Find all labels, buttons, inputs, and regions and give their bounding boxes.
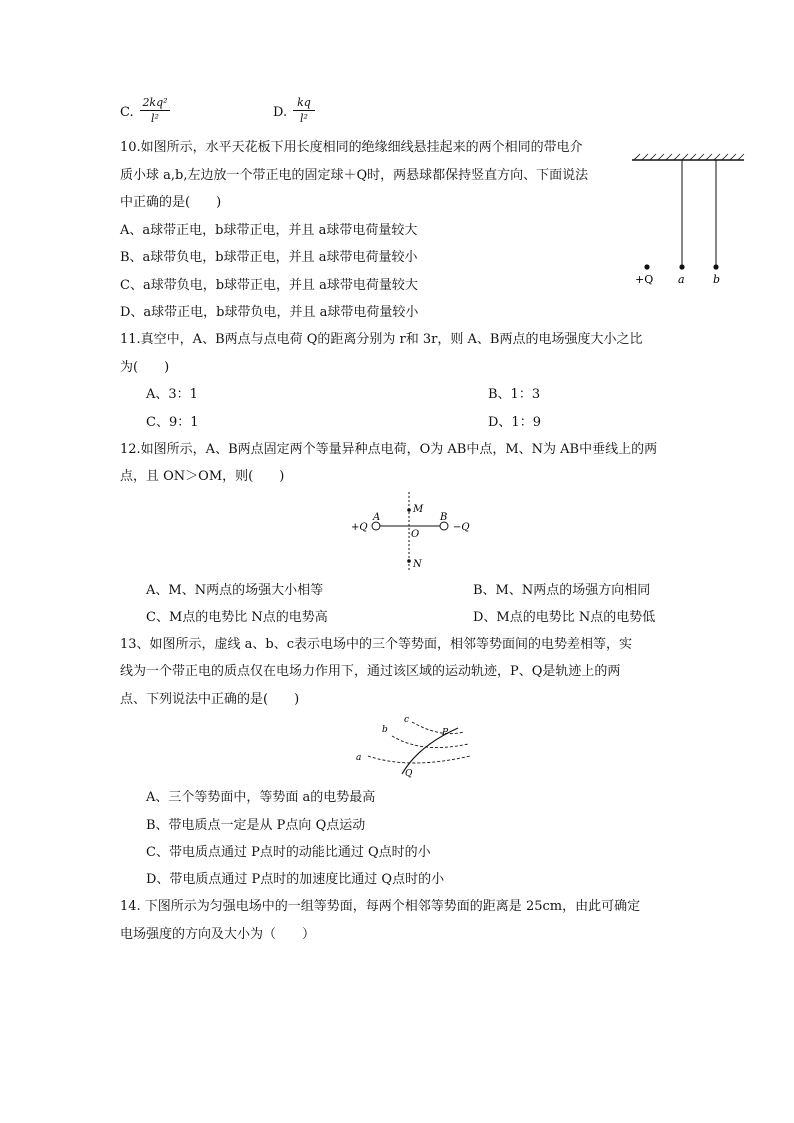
label-a: a [356,753,362,763]
q10-stem-line-2: 质小球 a,b,左边放一个带正电的固定球＋Q时，两悬球都保持竖直方向、下面说法 [120,168,589,183]
q9-option-d-label: D. [273,105,288,120]
q11-option-c: C、9：1 [146,415,199,430]
q12-option-d: D、M点的电势比 N点的电势低 [473,610,656,625]
q9-option-c-denominator: l² [151,112,159,125]
q13-figure [350,710,475,782]
q12-stem-line-2: 点，且 ON＞OM，则( ) [120,469,285,484]
q10-stem-line-1: 10.如图所示，水平天花板下用长度相同的绝缘细线悬挂起来的两个相同的带电介 [120,140,583,155]
ball-b-label: b [713,273,721,286]
ball-b [713,264,718,269]
minus-q-label: −Q [453,522,470,533]
ceiling [632,154,744,160]
q13-option-a: A、三个等势面中，等势面 a的电势最高 [146,790,376,805]
q13-option-d: D、带电质点通过 P点时的加速度比通过 Q点时的小 [146,872,445,887]
q11-option-b: B、1：3 [488,387,541,402]
q9-option-d-fraction [293,96,315,125]
charge-q-dot [644,264,649,269]
point-m [407,508,411,512]
equipotential-b [392,736,468,748]
q9-option-d-numerator: kq [297,96,311,109]
q10-option-c: C、a球带负电，b球带正电，并且 a球带电荷量较大 [120,278,418,293]
plus-q-label: +Q [351,522,368,533]
q11-stem-line-2: 为( ) [120,360,170,375]
equipotential-c [412,722,464,734]
q10-option-d: D、a球带正电，b球带负电，并且 a球带电荷量较小 [120,305,419,320]
q9-option-c-label: C. [120,105,134,120]
q11-option-a: A、3：1 [146,387,198,402]
trajectory [402,728,458,774]
point-n-label: N [413,559,422,570]
point-o-label: O [411,529,420,540]
q12-stem-line-1: 12.如图所示，A、B两点固定两个等量异种点电荷，O为 AB中点，M、N为 AB中垂线上的两 [120,442,658,457]
ball-a-label: a [678,273,685,286]
q13-stem-line-1: 13、如图所示，虚线 a、b、c表示电场中的三个等势面，相邻等势面间的电势差相等，实 [120,637,633,652]
label-p: P [442,728,449,738]
label-c: c [404,715,410,725]
point-b-label: B [440,512,448,523]
point-m-label: M [413,504,424,515]
q13-stem-line-2: 线为一个带正电的质点仅在电场力作用下，通过该区域的运动轨迹，P、Q是轨迹上的两 [120,664,621,679]
q13-stem-line-3: 点、下列说法中正确的是( ) [120,692,300,707]
charge-q-label: +Q [635,273,654,286]
label-b: b [382,725,388,735]
q12-figure [348,490,478,572]
q10-option-b: B、a球带负电，b球带正电，并且 a球带电荷量较小 [120,250,418,265]
ball-a [679,264,684,269]
q10-stem-line-3: 中正确的是( ) [120,195,222,210]
q10-figure [630,150,750,290]
q11-stem-line-1: 11.真空中，A、B两点与点电荷 Q的距离分别为 r和 3r，则 A、B两点的电场强度大小之比 [120,332,643,347]
charge-a [372,522,380,530]
q12-option-b: B、M、N两点的场强方向相同 [473,583,651,598]
q14-stem-line-2: 电场强度的方向及大小为（ ） [120,927,316,942]
q12-option-c: C、M点的电势比 N点的电势高 [146,610,328,625]
q13-option-c: C、带电质点通过 P点时的动能比通过 Q点时的小 [146,845,431,860]
q9-option-d-denominator: l² [300,112,308,125]
charge-b [440,522,448,530]
point-a-label: A [373,512,381,523]
q14-stem-line-1: 14. 下图所示为匀强电场中的一组等势面，每两个相邻等势面的距离是 25cm，由此可确定 [120,899,641,914]
q11-option-d: D、1：9 [488,415,541,430]
point-n [407,559,411,563]
label-q: Q [405,769,413,779]
q10-option-a: A、a球带正电，b球带正电，并且 a球带电荷量较大 [120,223,418,238]
q9-option-c-fraction [140,96,170,125]
q13-option-b: B、带电质点一定是从 P点向 Q点运动 [146,818,366,833]
equipotential-a [368,756,470,763]
q12-option-a: A、M、N两点的场强大小相等 [146,583,324,598]
q9-option-c-numerator: 2kq² [142,96,168,109]
